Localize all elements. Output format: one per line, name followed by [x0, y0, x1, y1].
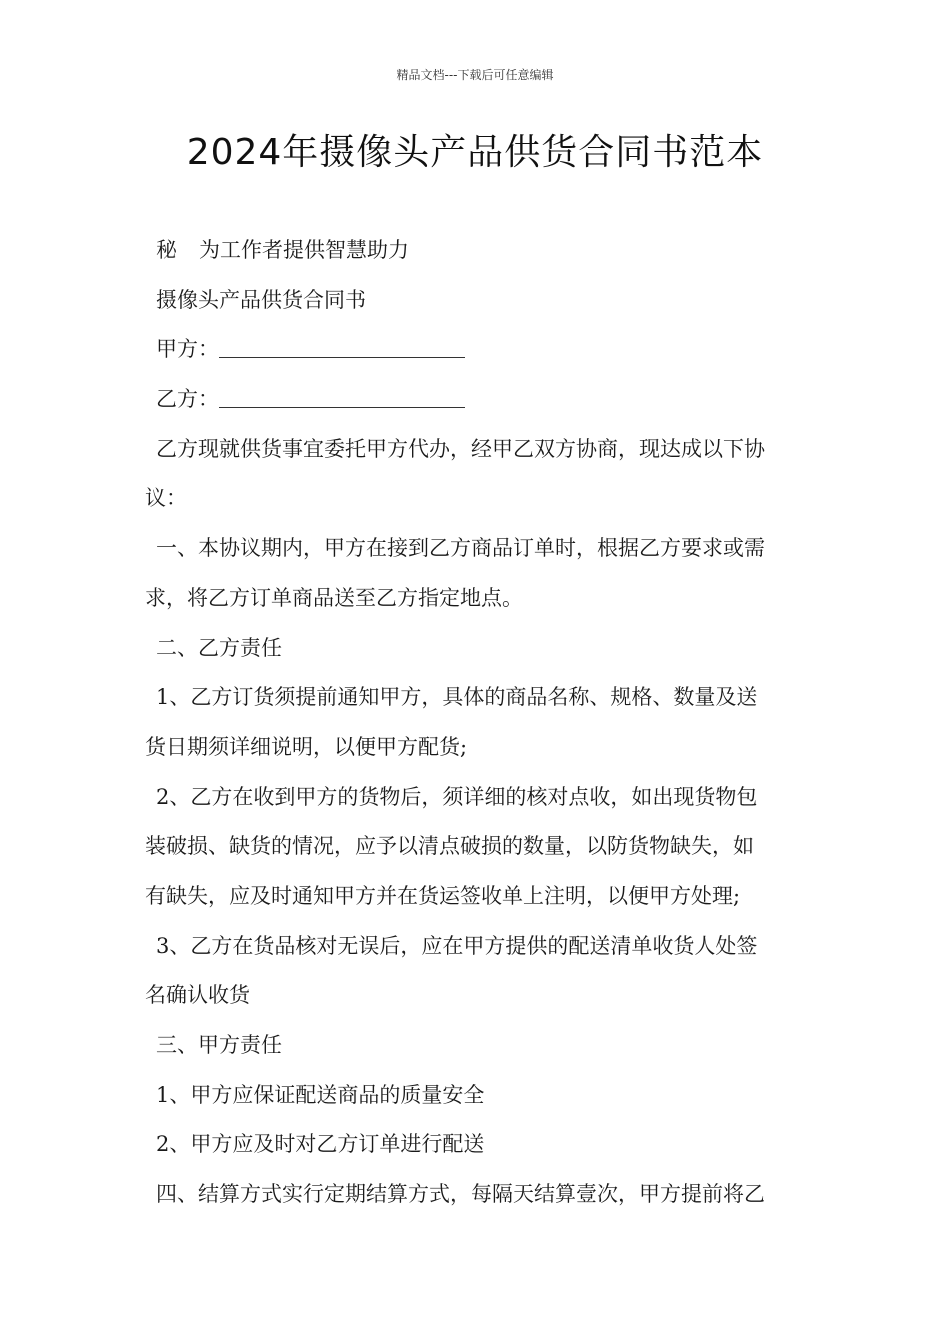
s2-item2-line-3: 有缺失，应及时通知甲方并在货运签收单上注明，以便甲方处理; — [145, 883, 741, 908]
intro-line-2: 议： — [145, 486, 187, 511]
party-b-line — [145, 375, 807, 425]
s2-item3-line-1: 3、乙方在货品核对无误后，应在甲方提供的配送清单收货人处签 — [156, 933, 758, 958]
party-a-label: 甲方： — [156, 337, 219, 362]
party-a-blank — [219, 339, 465, 358]
s2-item2-line-2: 装破损、缺货的情况，应予以清点破损的数量，以防货物缺失，如 — [145, 834, 754, 859]
document-title: 2024年摄像头产品供货合同书范本 — [186, 132, 764, 173]
clause1-line-1: 一、本协议期内，甲方在接到乙方商品订单时，根据乙方要求或需 — [156, 536, 765, 561]
s3-item2: 2、甲方应及时对乙方订单进行配送 — [156, 1132, 485, 1157]
party-b-blank — [219, 389, 465, 408]
slogan-line — [145, 226, 807, 276]
section3-title: 三、甲方责任 — [156, 1033, 282, 1057]
s2-item1-line-1: 1、乙方订货须提前通知甲方，具体的商品名称、规格、数量及送 — [156, 685, 758, 710]
clause4-line-1: 四、结算方式实行定期结算方式，每隔天结算壹次，甲方提前将乙 — [156, 1182, 765, 1207]
s2-item3-line-2: 名确认收货 — [145, 983, 250, 1008]
section2-title: 二、乙方责任 — [156, 635, 282, 660]
s2-item1-line-2: 货日期须详细说明，以便甲方配货; — [145, 734, 468, 759]
party-a-line — [145, 325, 807, 375]
slogan-text: 为工作者提供智慧助力 — [199, 238, 409, 262]
contract-subtitle: 摄像头产品供货合同书 — [156, 287, 366, 312]
s3-item1: 1、甲方应保证配送商品的质量安全 — [156, 1082, 485, 1107]
clause1-line-2: 求，将乙方订单商品送至乙方指定地点。 — [145, 585, 523, 610]
header-note: 精品文档---下载后可任意编辑 — [396, 68, 554, 82]
slogan-char: 秘 — [156, 238, 177, 262]
contract-body — [145, 226, 807, 1220]
party-b-label: 乙方： — [156, 387, 219, 412]
s2-item2-line-1: 2、乙方在收到甲方的货物后，须详细的核对点收，如出现货物包 — [156, 784, 758, 809]
intro-line-1: 乙方现就供货事宜委托甲方代办，经甲乙双方协商，现达成以下协 — [156, 436, 765, 461]
